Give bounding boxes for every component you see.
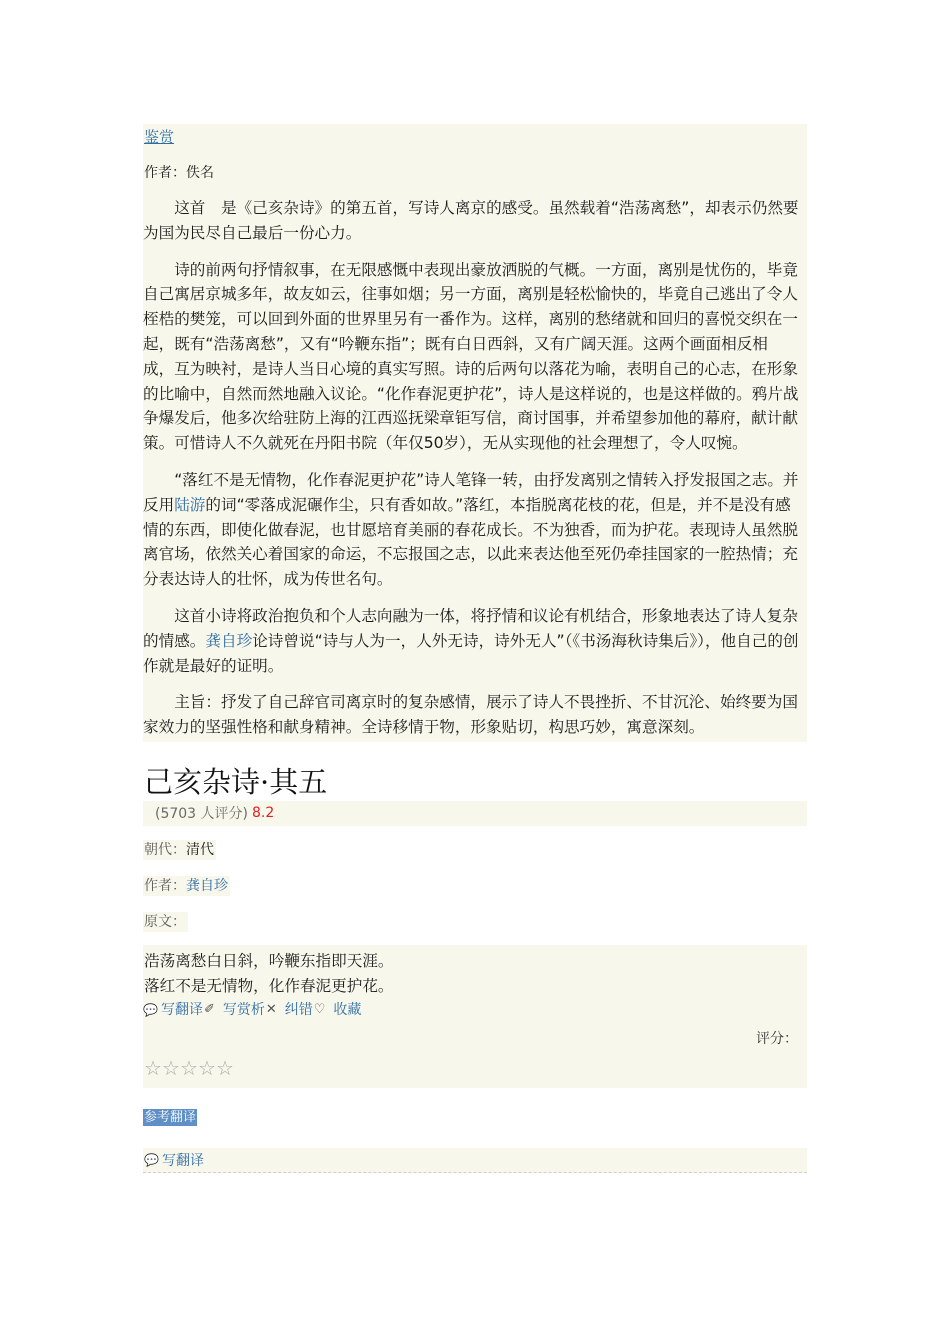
paragraph-3-text-a: “落红不是无情物，化作春泥更护花”诗人笔锋一转，由抒发离别之情转入抒发报国之志。并反用 <box>143 470 799 514</box>
poem-line-2: 落红不是无情物，化作春泥更护花。 <box>144 976 394 995</box>
poem-actions <box>143 999 807 1021</box>
dynasty-row <box>143 840 216 860</box>
appreciation-theme: 主旨：抒发了自己辞官司离京时的复杂感情，展示了诗人不畏挫折、不甘沉沦、始终要为国家效力的坚强性格和献身精神。全诗移情于物，形象贴切，构思巧妙，寓意深刻。 <box>143 693 798 737</box>
paragraph-4-text-a: 这首小诗将政治抱负和个人志向融为一体，将抒情和议论有机结合，形象地表达了诗人复杂的情感。 <box>143 606 798 650</box>
lu-you-link[interactable]: 陆游 <box>174 495 206 514</box>
star-icon-1[interactable]: ☆ <box>144 1055 162 1080</box>
write-translation-action[interactable] <box>143 999 215 1021</box>
original-row <box>143 912 188 932</box>
correct-label: 纠错 <box>284 1001 313 1018</box>
appreciation-author: 作者：佚名 <box>144 165 214 181</box>
appreciation-section <box>143 124 807 742</box>
gong-zizhen-link[interactable]: 龚自珍 <box>205 631 253 650</box>
poem-box <box>143 945 807 1088</box>
reference-write-translation-label: 写翻译 <box>161 1152 204 1169</box>
star-icon-5[interactable]: ☆ <box>216 1055 234 1080</box>
dynasty-value: 清代 <box>186 841 214 858</box>
reference-translation-title: 参考翻译 <box>144 1109 197 1125</box>
dynasty-label: 朝代： <box>144 841 186 858</box>
star-icon-3[interactable]: ☆ <box>180 1055 198 1080</box>
comment-icon: 💬 <box>144 1152 159 1167</box>
favorite-action[interactable] <box>333 999 361 1021</box>
appreciation-paragraph-2: 诗的前两句抒情叙事，在无限感慨中表现出豪放洒脱的气概。一方面，离别是忧伤的，毕竟自己寓居京城多年，故友如云，往事如烟；另一方面，离别是轻松愉快的，毕竟自己逃出了令人桎梏的樊笼，可以回到外面的世界里另有一番作为。这样，离别的愁绪就和回归的喜悦交织在一起，既有“浩荡离愁”，又有“吟鞭东指”；既有白日西斜，又有广阔天涯。这两个画面相反相成，互为映衬，是诗人当日心境的真实写照。诗的后两句以落花为喻，表明自己的心志，在形象的比喻中，自然而然地融入议论。“化作春泥更护花”，诗人是这样说的，也是这样做的。鸦片战争爆发后，他多次给驻防上海的江西巡抚梁章钜写信，商讨国事，并希望参加他的幕府，献计献策。可惜诗人不久就死在丹阳书院（年仅50岁），无从实现他的社会理想了，令人叹惋。 <box>143 260 799 453</box>
original-label: 原文： <box>144 913 186 930</box>
author-label: 作者： <box>144 877 186 894</box>
rating-bar <box>143 801 807 826</box>
comment-icon: 💬 <box>143 1002 158 1017</box>
favorite-label: 收藏 <box>333 1001 362 1018</box>
poem-line-1: 浩荡离愁白日斜，吟鞭东指即天涯。 <box>144 951 394 970</box>
rating-score: 8.2 <box>252 805 275 822</box>
rating-count: (5703 人评分) <box>155 806 249 823</box>
appreciation-paragraph-4 <box>143 604 807 678</box>
appreciation-link[interactable]: 鉴赏 <box>144 128 175 146</box>
page-content <box>143 124 807 1173</box>
write-analysis-label: 写赏析 <box>222 1001 265 1018</box>
cross-icon: ✕ <box>265 1001 277 1017</box>
paragraph-4-text-b: 论诗曾说“诗与人为一，人外无诗，诗外无人”（《书汤海秋诗集后》），他自己的创作就是最好的证明。 <box>143 631 799 675</box>
appreciation-paragraph-3 <box>143 468 807 592</box>
poem-title: 己亥杂诗·其五 <box>144 764 328 799</box>
star-icon-2[interactable]: ☆ <box>162 1055 180 1080</box>
correct-action[interactable] <box>285 999 326 1021</box>
author-row <box>143 876 230 896</box>
write-analysis-action[interactable] <box>223 999 277 1021</box>
appreciation-paragraph-1: 这首 是《己亥杂诗》的第五首，写诗人离京的感受。虽然载着“浩荡离愁”，却表示仍然要为国为民尽自己最后一份心力。 <box>143 199 799 242</box>
paragraph-3-text-b: 的词“零落成泥碾作尘，只有香如故。”落红，本指脱离花枝的花，但是，并不是没有感情的东西，即使化做春泥，也甘愿培育美丽的春花成长。不为独香，而为护花。表现诗人虽然脱离官场，依然关心着国家的命运，不忘报国之志，以此来表达他至死仍牵挂国家的一腔热情；充分表达诗人的壮怀，成为传世名句。 <box>143 495 798 589</box>
star-icon-4[interactable]: ☆ <box>198 1055 216 1080</box>
heart-icon: ♡ <box>313 1001 326 1017</box>
star-rating[interactable] <box>143 1055 807 1082</box>
author-link[interactable]: 龚自珍 <box>186 877 228 894</box>
reference-write-translation[interactable] <box>143 1148 807 1173</box>
pencil-icon: ✐ <box>203 1001 215 1017</box>
write-translation-label: 写翻译 <box>160 1001 203 1018</box>
score-label: 评分： <box>756 1030 798 1047</box>
